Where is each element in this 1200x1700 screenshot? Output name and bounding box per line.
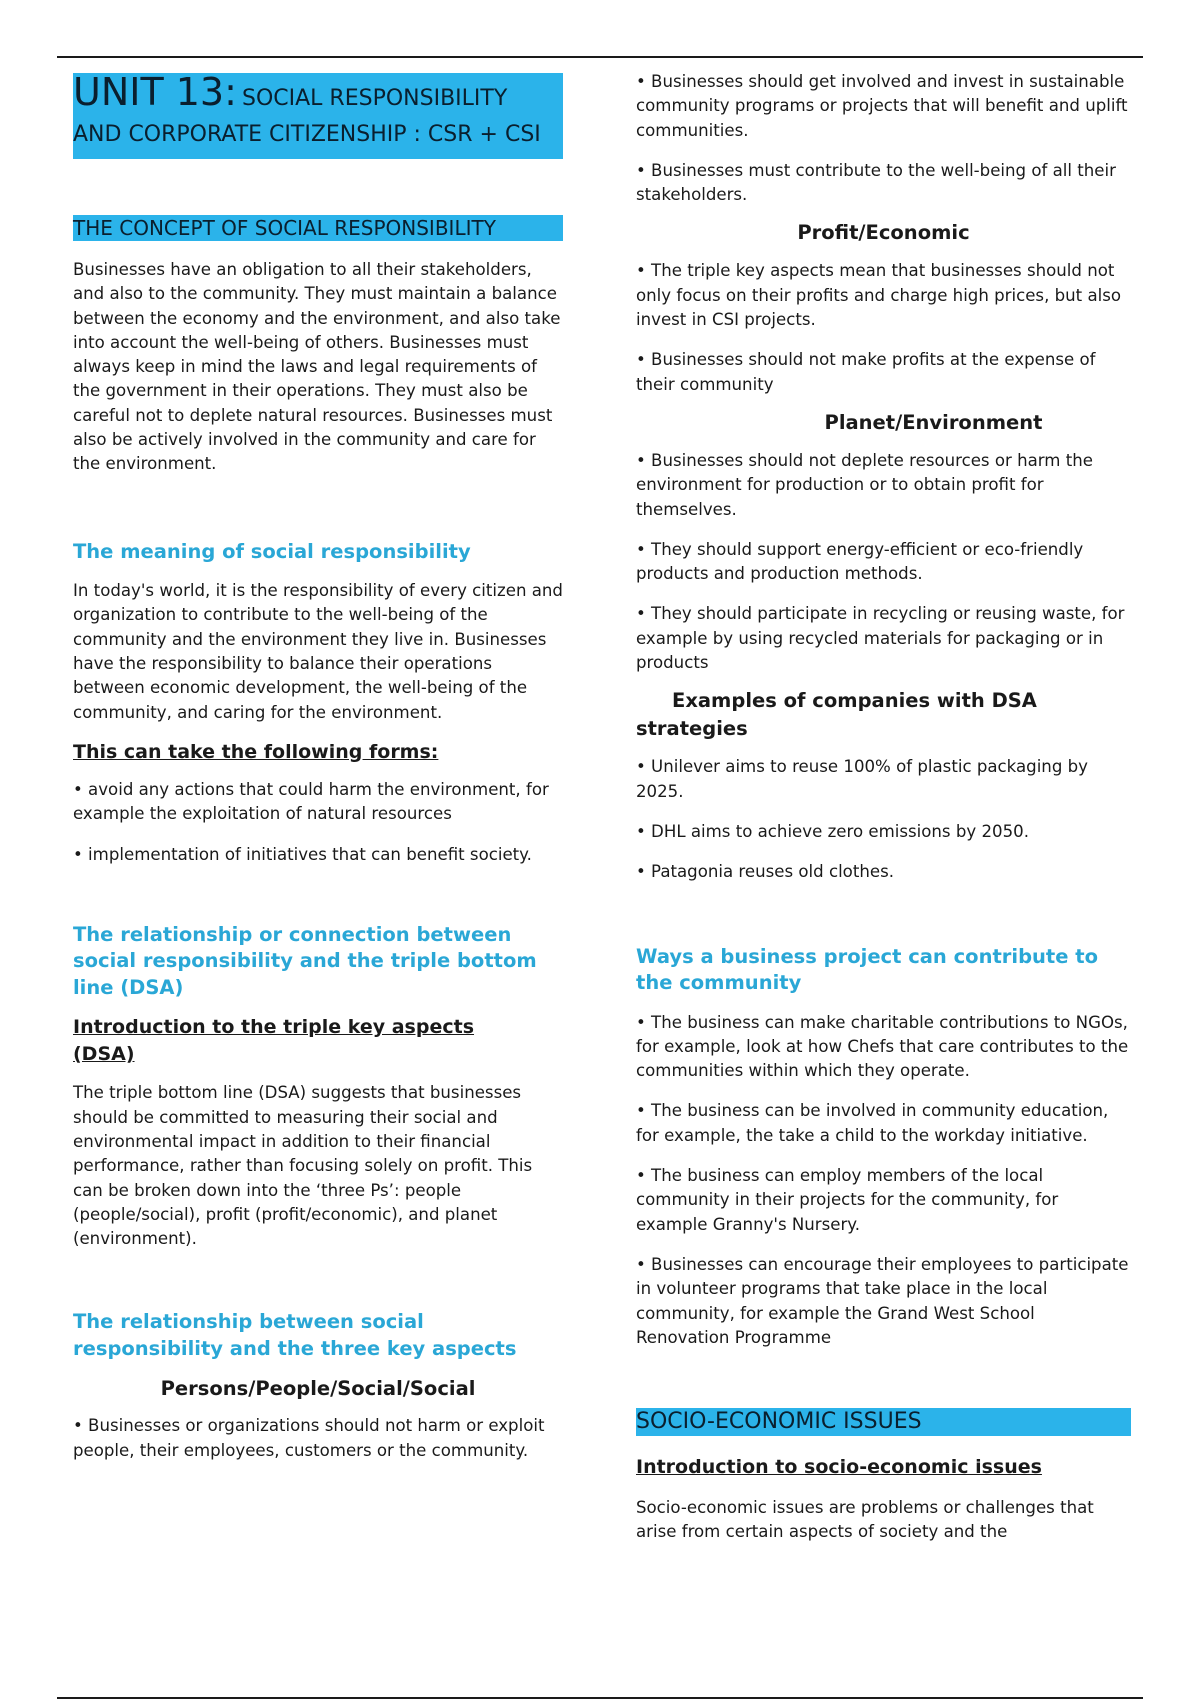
people-bullet-3: • Businesses must contribute to the well-being of all their stakeholders. [636,160,1116,205]
people-heading: Persons/People/Social/Social [160,1377,476,1401]
profit-bullet-1: • The triple key aspects mean that businesses should not only focus on their profits and charge high prices, but also invest in CSI projects. [636,261,1122,330]
examples-bullet-1: • Unilever aims to reuse 100% of plastic packaging by 2025. [636,757,1088,801]
profit-heading: Profit/Economic [797,221,970,245]
three-aspects-heading: The relationship between social responsibility and the three key aspects [73,1310,517,1360]
tbl-intro-heading: Introduction to the triple key aspects (DSA) [73,1016,475,1066]
people-bullet-2: • Businesses should get involved and invest in sustainable community programs or projects that will benefit and uplift communities. [636,72,1128,140]
concept-heading: THE CONCEPT OF SOCIAL RESPONSIBILITY [73,215,563,241]
unit-title-line1: SOCIAL RESPONSIBILITY [242,86,508,111]
profit-bullet-2: • Businesses should not make profits at the expense of their community [636,350,1096,394]
planet-bullet-3: • They should participate in recycling or reusing waste, for example by using recycled materials for packaging or in products [636,604,1125,673]
tbl-heading: The relationship or connection between social responsibility and the triple bottom line (DSA) [73,922,537,999]
unit-title-line2: AND CORPORATE CITIZENSHIP : CSR + CSI [73,122,541,147]
concept-body: Businesses have an obligation to all their stakeholders, and also to the community. They must maintain a balance between the economy and the environment, and also take into account the well-being of others. Businesses must always keep in mind the laws and legal requirements of the government in their operations. They must also be careful not to deplete natural resources. Businesses must also be actively involved in the community and care for the environment. [73,260,561,474]
examples-bullet-3: • Patagonia reuses old clothes. [636,862,894,882]
ways-bullet-4: • Businesses can encourage their employees to participate in volunteer programs that take place in the local community, for example the Grand West School Renovation Programme [636,1254,1129,1347]
examples-heading: Examples of companies with DSA strategies [636,689,1037,741]
ways-heading: Ways a business project can contribute to the community [636,944,1098,995]
left-column [73,70,563,1463]
top-rule [57,56,1143,58]
tbl-body: The triple bottom line (DSA) suggests that businesses should be committed to measuring their social and environmental impact in addition to their financial performance, rather than focusing solely on profit. This can be broken down into the ‘three Ps’: people (people/social), profit (profit/economic), and planet (environment). [73,1083,533,1249]
meaning-heading: The meaning of social responsibility [73,539,471,563]
forms-bullet-2: • implementation of initiatives that can benefit society. [73,844,532,864]
socio-intro-heading: Introduction to socio-economic issues [636,1456,1042,1479]
forms-bullet-1: • avoid any actions that could harm the environment, for example the exploitation of natural resources [73,779,549,824]
unit-title-box [73,70,563,159]
people-bullet-1: • Businesses or organizations should not harm or exploit people, their employees, customers or the community. [73,1416,545,1460]
meaning-body: In today's world, it is the responsibility of every citizen and organization to contribute to the well-being of the community and the environment they live in. Businesses have the responsibility to balance their operations between economic development, the well-being of the community, and caring for the environment. [73,581,563,722]
planet-bullet-2: • They should support energy-efficient or eco-friendly products and production methods. [636,539,1084,584]
socio-heading: SOCIO-ECONOMIC ISSUES [636,1408,1131,1436]
forms-heading: This can take the following forms: [73,740,439,763]
ways-bullet-1: • The business can make charitable contributions to NGOs, for example, look at how Chefs that care contributes to the communities within which they operate. [636,1012,1129,1081]
socio-body: Socio-economic issues are problems or challenges that arise from certain aspects of society and the [636,1498,1094,1542]
right-column [636,70,1131,1545]
ways-bullet-2: • The business can be involved in community education, for example, the take a child to the workday initiative. [636,1101,1109,1145]
bottom-rule [57,1697,1143,1699]
planet-bullet-1: • Businesses should not deplete resources or harm the environment for production or to obtain profit for themselves. [636,450,1093,519]
planet-heading: Planet/Environment [824,410,1043,434]
unit-number: UNIT 13: [73,70,237,114]
examples-bullet-2: • DHL aims to achieve zero emissions by 2050. [636,821,1029,841]
ways-bullet-3: • The business can employ members of the local community in their projects for the community, for example Granny's Nursery. [636,1166,1059,1234]
